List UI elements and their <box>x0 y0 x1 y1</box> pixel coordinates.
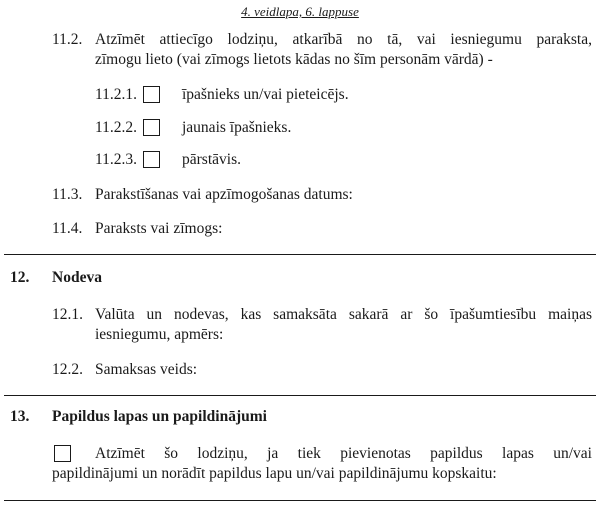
owner-checkbox[interactable] <box>143 86 160 103</box>
additional-pages-text-line2: papildinājumi un norādīt papildus lapu un/vai papildinājumu kopskaitu: <box>52 465 497 482</box>
section-12-1-number: 12.1. <box>52 306 83 323</box>
signing-date-label: Parakstīšanas vai apzīmogošanas datums: <box>95 186 353 203</box>
section-11-4-number: 11.4. <box>52 220 83 237</box>
section-11-2-text-line1: Atzīmēt attiecīgo lodziņu, atkarībā no tā, vai iesniegumu paraksta, <box>95 31 592 48</box>
owner-label: īpašnieks un/vai pieteicējs. <box>182 86 349 103</box>
section-12-number: 12. <box>10 269 30 286</box>
fee-amount-text-line1: Valūta un nodevas, kas samaksāta sakarā ar šo īpašumtiesību maiņas <box>95 306 592 323</box>
representative-checkbox[interactable] <box>143 151 160 168</box>
payment-method-label: Samaksas veids: <box>95 361 198 378</box>
section-13-title: Papildus lapas un papildinājumi <box>52 408 267 425</box>
additional-pages-checkbox[interactable] <box>54 445 71 462</box>
section-divider <box>4 254 596 255</box>
page-reference: 4. veidlapa, 6. lappuse <box>241 4 359 19</box>
section-13-number: 13. <box>10 408 30 425</box>
additional-pages-text-line1: Atzīmēt šo lodziņu, ja tiek pievienotas papildus lapas un/vai <box>95 445 592 462</box>
section-12-title: Nodeva <box>52 269 102 286</box>
section-11-2-number: 11.2. <box>52 31 83 48</box>
section-12-2-number: 12.2. <box>52 361 83 378</box>
section-divider <box>4 500 596 501</box>
section-divider <box>4 395 596 396</box>
new-owner-label: jaunais īpašnieks. <box>182 119 292 136</box>
fee-amount-text-line2: iesniegumu, apmērs: <box>95 326 224 343</box>
representative-label: pārstāvis. <box>182 151 241 168</box>
section-11-2-text-line2: zīmogu lieto (vai zīmogs lietots kādas no šīm personām vārdā) - <box>95 51 493 68</box>
section-11-3-number: 11.3. <box>52 186 83 203</box>
new-owner-checkbox[interactable] <box>143 119 160 136</box>
option-11-2-3-number: 11.2.3. <box>95 151 138 168</box>
option-11-2-2-number: 11.2.2. <box>95 119 138 136</box>
option-11-2-1-number: 11.2.1. <box>95 86 138 103</box>
signature-label: Paraksts vai zīmogs: <box>95 220 223 237</box>
